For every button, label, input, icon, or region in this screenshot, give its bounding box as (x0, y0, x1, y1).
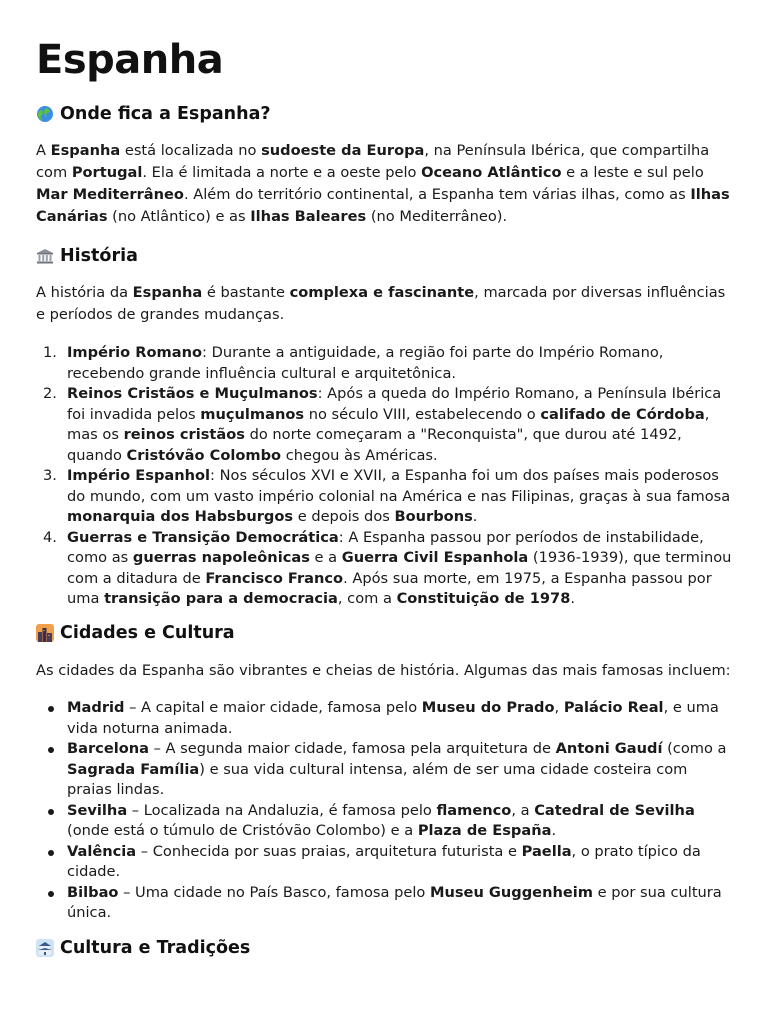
bold-term: Antoni Gaudí (555, 740, 663, 757)
text-run: no século VIII, estabelecendo o (304, 405, 541, 423)
bold-term: Ilhas Baleares (250, 208, 367, 225)
bold-term: Reinos Cristãos e Muçulmanos (67, 385, 318, 402)
list-number: 4. (43, 528, 57, 546)
list-item (36, 801, 732, 842)
bullet-icon (48, 706, 54, 712)
history-intro (36, 282, 732, 326)
text-run: – Uma cidade no País Basco, famosa pelo (118, 883, 430, 901)
bullet-icon (48, 747, 54, 753)
classical-building-icon (36, 247, 54, 265)
list-number: 3. (43, 467, 57, 484)
page-title: Espanha (36, 37, 224, 83)
section-heading-cities (36, 622, 732, 644)
text-run: chegou às Américas. (281, 446, 438, 464)
bold-term: Barcelona (67, 740, 149, 757)
text-run: A história da (36, 284, 133, 301)
bold-term: monarquia dos Habsburgos (67, 508, 294, 525)
bold-term: guerras napoleônicas (132, 549, 310, 566)
list-item (36, 343, 732, 384)
list-number: 2. (43, 385, 57, 402)
text-run: : Durante a antiguidade, a região foi parte do Império Romano, recebendo grande influência cultural e arquitetônica. (67, 344, 664, 382)
text-run: . Ela é limitada a norte e a oeste pelo (142, 164, 422, 181)
bold-term: Ilhas Canárias (36, 186, 730, 225)
bold-term: Espanha (132, 284, 203, 301)
bold-term: Sevilha (67, 801, 128, 819)
text-run: , marcada por diversas influências e períodos de grandes mudanças. (36, 284, 726, 323)
section-heading-label: Cultura e Tradições (60, 938, 251, 958)
list-item (36, 466, 732, 528)
text-run: , o prato típico da cidade. (67, 842, 701, 880)
bold-term: Constituição de 1978 (396, 590, 571, 607)
text-run: e por sua cultura única. (67, 883, 722, 921)
text-run: do norte começaram a "Reconquista", que durou até 1492, quando (67, 426, 682, 464)
bold-term: Valência (67, 842, 137, 860)
bold-term: complexa e fascinante (289, 284, 475, 301)
text-run: , mas os (67, 405, 710, 443)
section-heading-traditions (36, 937, 732, 959)
text-run: As cidades da Espanha são vibrantes e cheias de história. Algumas das mais famosas incluem: (36, 662, 731, 679)
text-run: . Além do território continental, a Espanha tem várias ilhas, como as (183, 186, 691, 203)
bold-term: califado de Córdoba (540, 405, 705, 423)
bold-term: Espanha (50, 142, 121, 159)
list-item (36, 883, 732, 924)
text-run: está localizada no (120, 142, 262, 159)
text-run: , a (511, 801, 535, 819)
history-list (36, 343, 732, 610)
bold-term: Mar Mediterrâneo (36, 186, 184, 203)
text-run: . Após sua morte, em 1975, a Espanha passou por uma (67, 569, 712, 607)
japanese-castle-icon (36, 939, 54, 957)
bold-term: Império Romano (67, 344, 203, 361)
bold-term: Plaza de España (417, 822, 552, 839)
text-run: , na Península Ibérica, que compartilha com (36, 142, 710, 181)
bold-term: reinos cristãos (123, 426, 245, 443)
text-run: : A Espanha passou por períodos de instabilidade, como as (67, 528, 704, 566)
text-run: e a leste e sul pelo (561, 164, 704, 181)
bold-term: Bilbao (67, 883, 119, 901)
text-run: (1936-1939), que terminou com a ditadura de (67, 549, 732, 587)
bold-term: Catedral de Sevilha (534, 801, 695, 819)
text-run: e depois dos (293, 508, 395, 525)
list-number: 1. (43, 344, 57, 361)
bold-term: sudoeste da Europa (261, 142, 425, 159)
section-heading-label: História (60, 246, 138, 266)
text-run: (onde está o túmulo de Cristóvão Colombo) e a (67, 822, 418, 839)
bold-term: Francisco Franco (205, 569, 344, 587)
text-run: – A segunda maior cidade, famosa pela arquitetura de (148, 740, 556, 757)
bold-term: Museu Guggenheim (429, 883, 593, 901)
bullet-icon (48, 891, 54, 897)
cities-intro (36, 660, 732, 682)
bold-term: Bourbons (394, 508, 473, 525)
bold-term: muçulmanos (200, 405, 305, 423)
bold-term: Sagrada Família (67, 760, 200, 778)
text-run: (no Atlântico) e as (107, 208, 251, 225)
bold-term: Império Espanhol (67, 467, 211, 484)
section-heading-label: Onde fica a Espanha? (60, 104, 271, 124)
bold-term: Portugal (71, 164, 143, 181)
cityscape-icon (36, 624, 54, 642)
text-run: , com a (337, 590, 397, 607)
list-item (36, 528, 732, 610)
cities-list (36, 698, 732, 924)
list-item (36, 698, 732, 739)
list-item (36, 842, 732, 883)
text-run: (como a (662, 740, 727, 757)
bold-term: transição para a democracia (104, 590, 338, 607)
text-run: . (551, 822, 557, 839)
section-heading-label: Cidades e Cultura (60, 623, 235, 643)
bold-term: Museu do Prado (421, 699, 555, 716)
text-run: e a (309, 549, 342, 566)
text-run: . (570, 590, 576, 607)
text-run: – A capital e maior cidade, famosa pelo (124, 699, 422, 716)
text-run: . (472, 508, 478, 525)
text-run: (no Mediterrâneo). (366, 208, 508, 225)
bold-term: Oceano Atlântico (421, 164, 562, 181)
bold-term: Cristóvão Colombo (126, 446, 282, 464)
list-item (36, 739, 732, 801)
text-run: é bastante (202, 284, 290, 301)
list-item (36, 384, 732, 466)
globe-icon (36, 105, 54, 123)
bold-term: Guerras e Transição Democrática (67, 528, 339, 546)
where-paragraph (36, 140, 732, 228)
bold-term: Madrid (67, 699, 125, 716)
text-run: , e uma vida noturna animada. (67, 699, 719, 737)
text-run: – Conhecida por suas praias, arquitetura futurista e (136, 842, 522, 860)
bold-term: flamenco (436, 801, 512, 819)
text-run: A (36, 142, 51, 159)
text-run: : Nos séculos XVI e XVII, a Espanha foi um dos países mais poderosos do mundo, com um vasto império colonial na América e nas Filipinas, graças à sua famosa (67, 467, 731, 505)
bullet-icon (48, 809, 54, 815)
section-heading-history (36, 245, 732, 267)
bold-term: Guerra Civil Espanhola (341, 549, 529, 566)
text-run: : Após a queda do Império Romano, a Península Ibérica foi invadida pelos (67, 385, 722, 423)
text-run: – Localizada na Andaluzia, é famosa pelo (127, 801, 437, 819)
bold-term: Palácio Real (563, 699, 664, 716)
bullet-icon (48, 850, 54, 856)
section-heading-where (36, 103, 732, 125)
text-run: , (554, 699, 564, 716)
text-run: ) e sua vida cultural intensa, além de ser uma cidade costeira com praias lindas. (67, 760, 688, 798)
bold-term: Paella (521, 842, 572, 860)
